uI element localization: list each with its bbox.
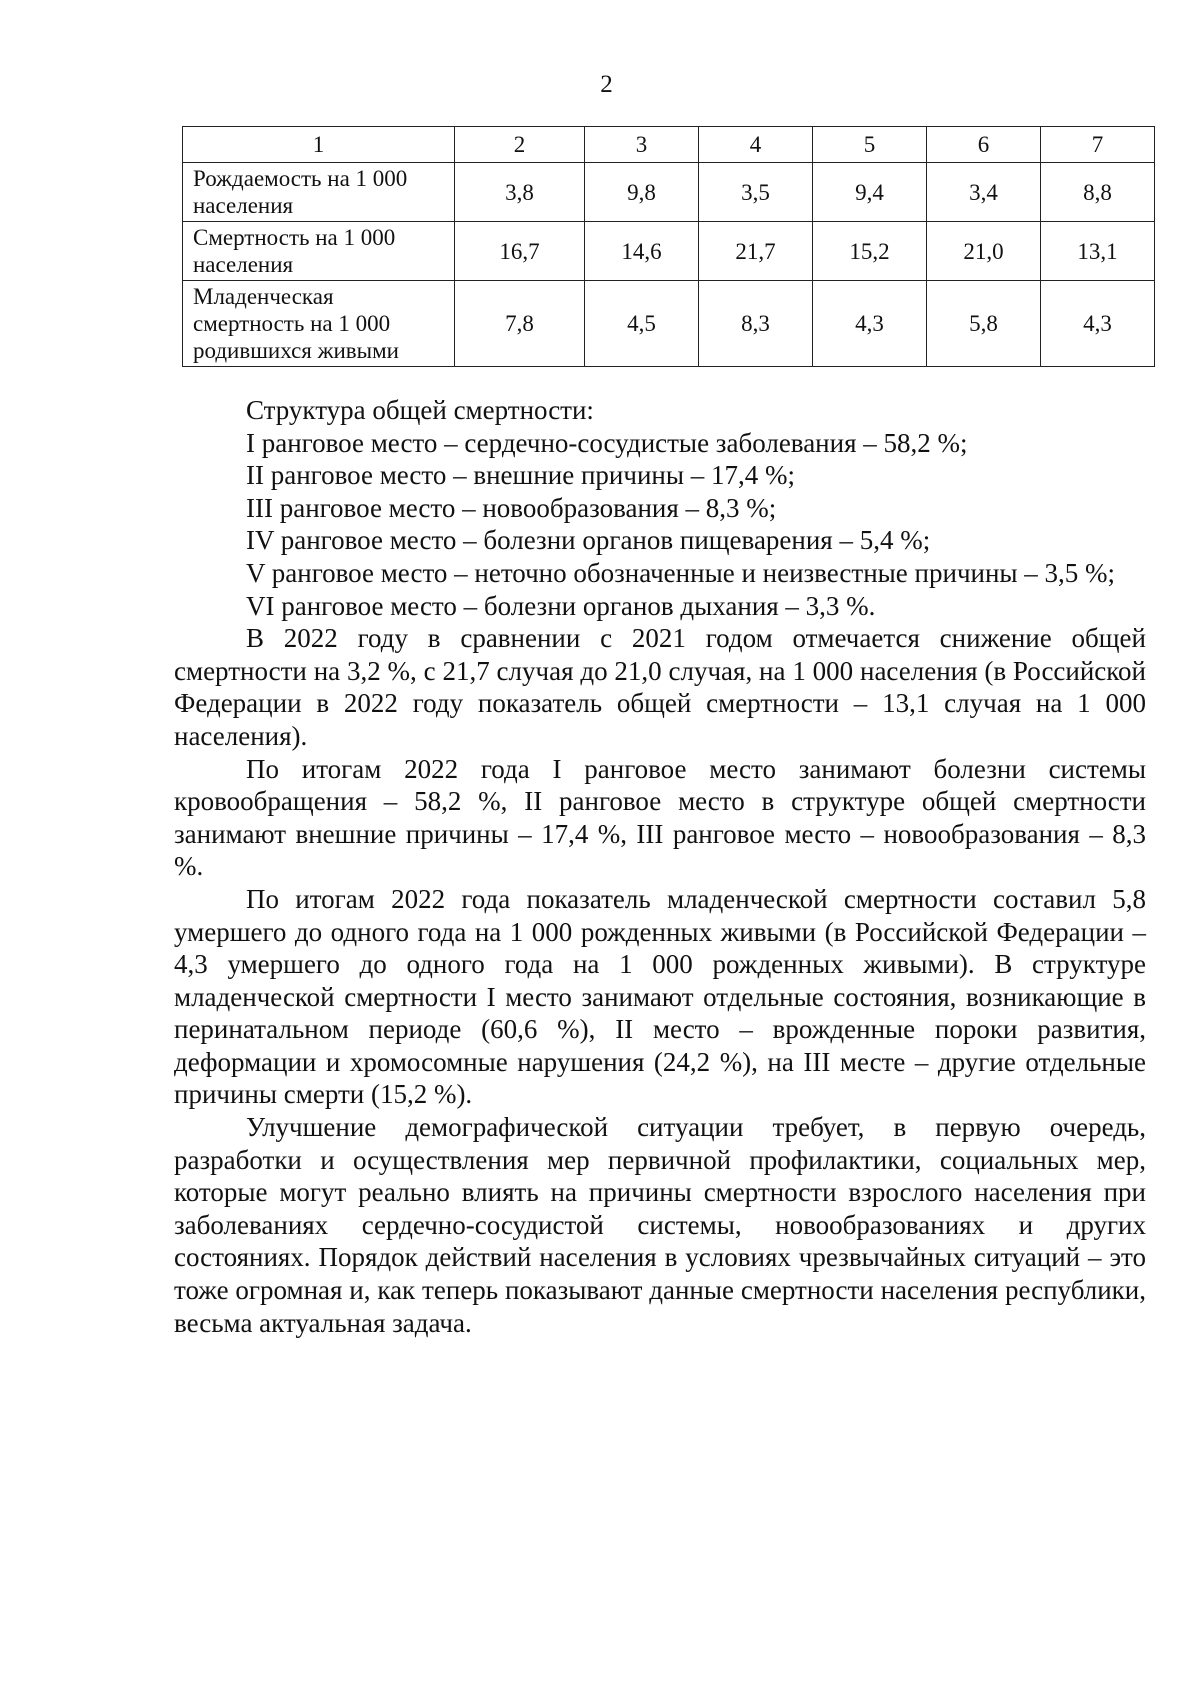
paragraph: VI ранговое место – болезни органов дыхания – 3,3 %. xyxy=(246,590,876,621)
header-cell: 2 xyxy=(455,127,585,163)
table-header-row xyxy=(183,127,1155,163)
table-cell: 4,5 xyxy=(585,281,699,367)
table-cell: 7,8 xyxy=(455,281,585,367)
table-cell: 8,8 xyxy=(1041,163,1155,222)
row-label: Младенческая смертность на 1 000 родившихся живыми xyxy=(183,281,455,367)
table-cell: 3,8 xyxy=(455,163,585,222)
table-cell: 9,4 xyxy=(813,163,927,222)
paragraph: В 2022 году в сравнении с 2021 годом отмечается снижение общей смертности на 3,2 %, с 21,7 случая до 21,0 случая, на 1 000 населения (в Российской Федерации в 2022 году показатель общей смертности – 13,1 случая на 1 000 населения). xyxy=(174,623,1146,751)
header-cell: 4 xyxy=(699,127,813,163)
header-cell: 3 xyxy=(585,127,699,163)
paragraph: Структура общей смертности: xyxy=(246,395,594,425)
paragraph: III ранговое место – новообразования – 8,3 %; xyxy=(246,492,777,523)
table-cell: 14,6 xyxy=(585,222,699,281)
table-cell: 21,0 xyxy=(927,222,1041,281)
table-cell: 21,7 xyxy=(699,222,813,281)
table-row-birth-rate xyxy=(183,163,1155,222)
paragraph: V ранговое место – неточно обозначенные и неизвестные причины – 3,5 %; xyxy=(246,557,1116,588)
paragraph: По итогам 2022 года I ранговое место занимают болезни системы кровообращения – 58,2 %, II ранговое место в структуре общей смертности занимают внешние причины – 17,4 %, III ранговое место – новообразования – 8,3 %. xyxy=(174,753,1146,882)
paragraph: II ранговое место – внешние причины – 17,4 %; xyxy=(246,460,795,491)
row-label: Смертность на 1 000 населения xyxy=(183,222,455,281)
table-cell: 9,8 xyxy=(585,163,699,222)
page-number: 2 xyxy=(600,71,613,98)
body-text xyxy=(174,394,1146,1339)
table-row-infant-mortality xyxy=(183,281,1155,367)
table-cell: 3,4 xyxy=(927,163,1041,222)
table-cell: 13,1 xyxy=(1041,222,1155,281)
statistics-table xyxy=(182,126,1155,367)
header-cell: 5 xyxy=(813,127,927,163)
table-row-mortality xyxy=(183,222,1155,281)
paragraph: I ранговое место – сердечно-сосудистые заболевания – 58,2 %; xyxy=(246,427,968,458)
header-cell: 6 xyxy=(927,127,1041,163)
table-cell: 8,3 xyxy=(699,281,813,367)
table-cell: 15,2 xyxy=(813,222,927,281)
header-cell: 1 xyxy=(183,127,455,163)
header-cell: 7 xyxy=(1041,127,1155,163)
table-cell: 16,7 xyxy=(455,222,585,281)
table-cell: 4,3 xyxy=(1041,281,1155,367)
table-cell: 3,5 xyxy=(699,163,813,222)
paragraph: IV ранговое место – болезни органов пищеварения – 5,4 %; xyxy=(246,525,931,556)
table-cell: 4,3 xyxy=(813,281,927,367)
paragraph: Улучшение демографической ситуации требует, в первую очередь, разработки и осуществления мер первичной профилактики, социальных мер, которые могут реально влиять на причины смертности взрослого населения при заболеваниях сердечно-сосудистой системы, новообразованиях и других состояниях. Порядок действий населения в условиях чрезвычайных ситуаций – это тоже огромная и, как теперь показывают данные смертности населения республики, весьма актуальная задача. xyxy=(174,1112,1146,1338)
row-label: Рождаемость на 1 000 населения xyxy=(183,163,455,222)
table-cell: 5,8 xyxy=(927,281,1041,367)
paragraph: По итогам 2022 года показатель младенческой смертности составил 5,8 умершего до одного года на 1 000 рожденных живыми (в Российской Федерации – 4,3 умершего до одного года на 1 000 рожденных живыми). В структуре младенческой смертности I место занимают отдельные состояния, возникающие в перинатальном периоде (60,6 %), II место – врожденные пороки развития, деформации и хромосомные нарушения (24,2 %), на III месте – другие отдельные причины смерти (15,2 %). xyxy=(174,883,1146,1110)
